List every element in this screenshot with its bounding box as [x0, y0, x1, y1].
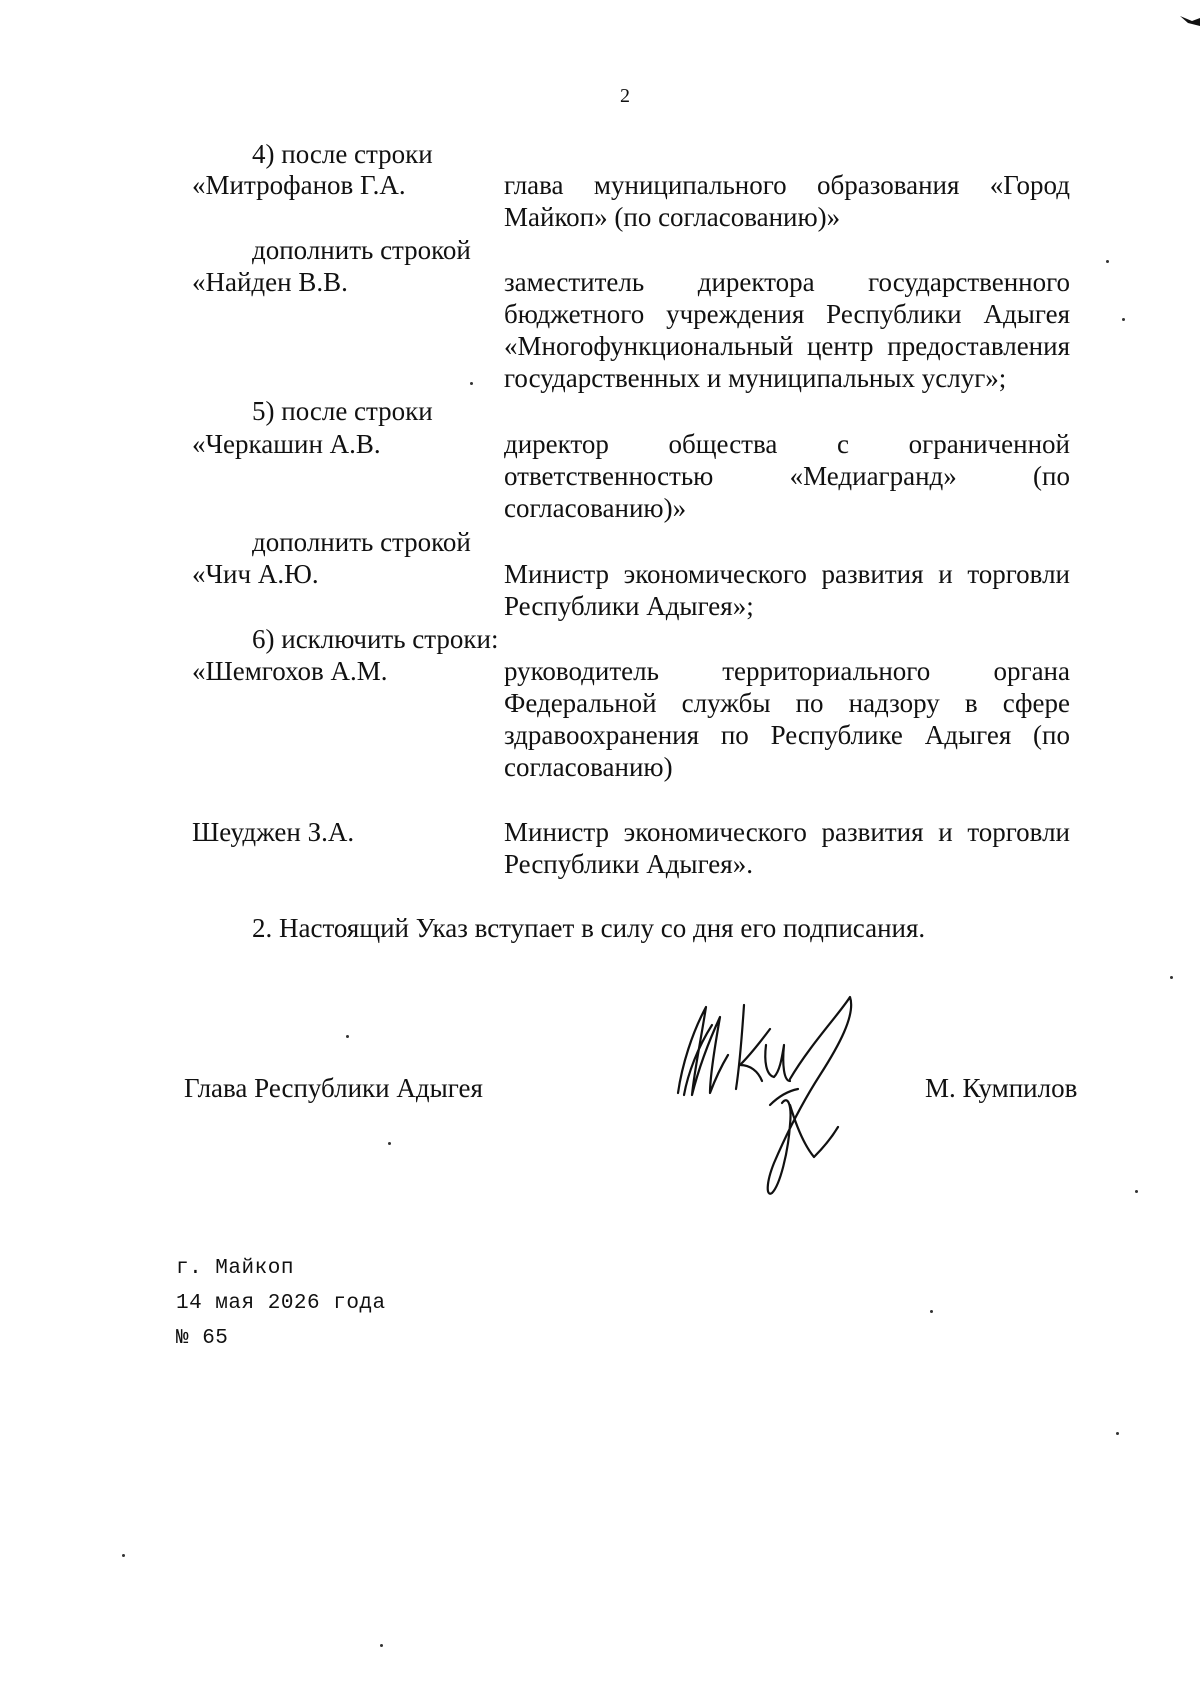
- person-description: [504, 816, 1070, 880]
- page-number: 2: [620, 85, 630, 107]
- item-heading: 5) после строки: [252, 396, 433, 426]
- scan-speck: [1170, 976, 1173, 979]
- scan-speck: [1122, 318, 1125, 321]
- person-name: «Черкашин А.В.: [192, 429, 381, 459]
- signatory-title: Глава Республики Адыгея: [184, 1073, 483, 1103]
- item-heading: дополнить строкой: [252, 235, 471, 265]
- person-name: Шеуджен З.А.: [192, 817, 355, 847]
- scan-speck: [1116, 1432, 1119, 1435]
- person-description: [504, 266, 1070, 394]
- person-name: «Найден В.В.: [192, 267, 348, 297]
- scan-speck: [1135, 1190, 1138, 1193]
- description-line: Министр экономического развития и торговли: [504, 817, 1070, 847]
- person-description: [504, 558, 1070, 622]
- handwritten-signature: [670, 985, 890, 1200]
- footer-city: г. Майкоп: [176, 1257, 294, 1280]
- description-line: Республики Адыгея»;: [504, 591, 754, 621]
- person-description: [504, 655, 1070, 783]
- item-heading: 6) исключить строки:: [252, 624, 499, 654]
- description-line: согласованию)»: [504, 493, 687, 523]
- description-line: Республики Адыгея».: [504, 849, 753, 879]
- scan-speck: [380, 1644, 383, 1647]
- footer-number: № 65: [176, 1327, 229, 1350]
- scan-speck: [346, 1035, 349, 1038]
- scan-mark-icon: [1180, 14, 1200, 28]
- scan-speck: [470, 382, 473, 385]
- signatory-name: М. Кумпилов: [925, 1073, 1078, 1103]
- description-line: глава муниципального образования «Город: [504, 170, 1070, 200]
- description-line: государственных и муниципальных услуг»;: [504, 363, 1007, 393]
- description-line: директор общества с ограниченной: [504, 429, 1070, 459]
- closing-paragraph: 2. Настоящий Указ вступает в силу со дня его подписания.: [252, 913, 926, 943]
- person-name: «Чич А.Ю.: [192, 559, 319, 589]
- description-line: ответственностью «Медиагранд» (по: [504, 461, 1070, 491]
- description-line: заместитель директора государственного: [504, 267, 1070, 297]
- description-line: Федеральной службы по надзору в сфере: [504, 688, 1070, 718]
- footer-date: 14 мая 2026 года: [176, 1292, 386, 1315]
- description-line: Министр экономического развития и торговли: [504, 559, 1070, 589]
- description-line: здравоохранения по Республике Адыгея (по: [504, 720, 1070, 750]
- description-line: Майкоп» (по согласованию)»: [504, 202, 841, 232]
- description-line: согласованию): [504, 752, 673, 782]
- item-heading: дополнить строкой: [252, 527, 471, 557]
- description-line: руководитель территориального органа: [504, 656, 1070, 686]
- scan-speck: [1106, 260, 1109, 263]
- scan-speck: [388, 1142, 391, 1145]
- scan-speck: [930, 1310, 933, 1313]
- item-heading: 4) после строки: [252, 139, 433, 169]
- person-description: [504, 428, 1070, 524]
- description-line: бюджетного учреждения Республики Адыгея: [504, 299, 1070, 329]
- scan-speck: [122, 1554, 125, 1557]
- person-name: «Шемгохов А.М.: [192, 656, 388, 686]
- person-name: «Митрофанов Г.А.: [192, 170, 406, 200]
- person-description: [504, 169, 1070, 233]
- description-line: «Многофункциональный центр предоставления: [504, 331, 1070, 361]
